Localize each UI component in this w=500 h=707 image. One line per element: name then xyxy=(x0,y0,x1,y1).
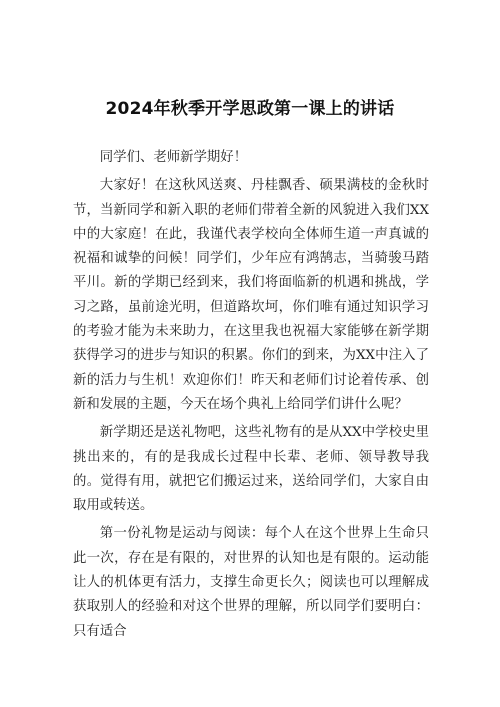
paragraph-gifts-intro: 新学期还是送礼物吧，这些礼物有的是从XX中学校史里挑出来的，有的是我成长过程中长辈、老师、领导教导我的。觉得有用，就把它们搬运过来，送给同学们，大家自由取用或转送。 xyxy=(73,425,429,514)
document-title: 2024年秋季开学思政第一课上的讲话 xyxy=(105,99,395,119)
document-body xyxy=(73,146,429,648)
greeting-line: 同学们、老师新学期好！ xyxy=(99,150,248,165)
paragraph-first-gift: 第一份礼物是运动与阅读：每个人在这个世界上生命只此一次，存在是有限的，对世界的认知也是有限的。运动能让人的机体更有活力，支撑生命更长久；阅读也可以理解成获取别人的经验和对这个世界的理解，所以同学们要明白：只有适合 xyxy=(73,526,429,639)
paragraph-welcome: 大家好！在这秋风送爽、丹桂飘香、硕果满枝的金秋时节，当新同学和新入职的老师们带着全新的风貌进入我们XX中的大家庭！在此，我谨代表学校向全体师生道一声真诚的祝福和诚挚的问候！同学们，少年应有鸿鹄志，当骑骏马踏平川。新的学期已经到来，我们将面临新的机遇和挑战，学习之路，虽前途光明，但道路坎坷，你们唯有通过知识学习的考验才能为未来助力，在这里我也祝福大家能够在新学期获得学习的进步与知识的积累。你们的到来，为XX中注入了新的活力与生机！欢迎你们！昨天和老师们讨论着传承、创新和发展的主题，今天在场个典礼上给同学们讲什么呢？ xyxy=(73,178,429,412)
